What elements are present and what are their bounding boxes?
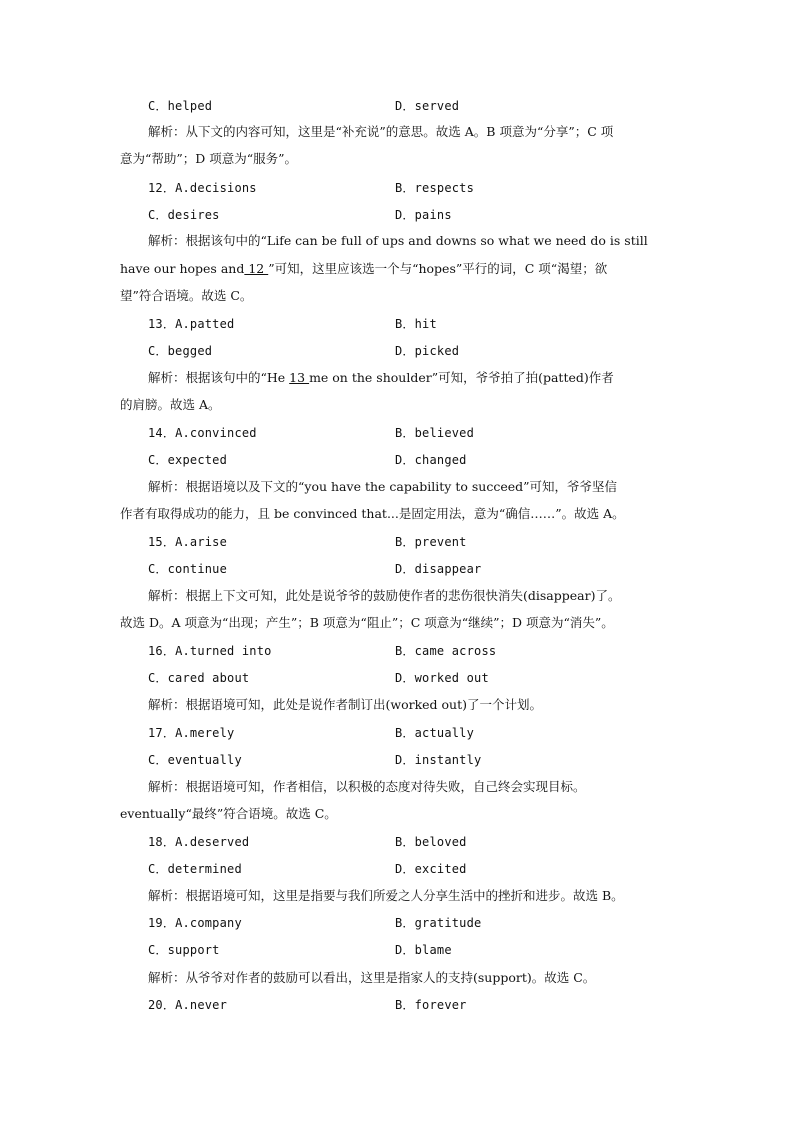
- question-number: 17．: [148, 726, 176, 740]
- option-b: B．gratitude: [395, 916, 482, 930]
- question-number: 16．: [148, 644, 176, 658]
- explanation-line: 解析：根据语境以及下文的“you have the capability to succeed”可知，爷爷坚信: [148, 479, 618, 494]
- question-19-option-a: [148, 915, 242, 931]
- question-12-option-a: [148, 180, 257, 196]
- question-16-option-a: [148, 643, 272, 659]
- option-a: A.merely: [175, 726, 235, 740]
- explanation-line: 解析：根据语境可知，这里是指要与我们所爱之人分享生活中的挫折和进步。故选 B。: [148, 888, 624, 903]
- option-d: D．changed: [395, 453, 467, 467]
- option-c: C．helped: [148, 99, 213, 113]
- question-number: 12．: [148, 181, 176, 195]
- option-a: A.never: [175, 998, 228, 1012]
- option-b: B．forever: [395, 998, 467, 1012]
- option-d: D．picked: [395, 344, 460, 358]
- question-number: 13．: [148, 317, 176, 331]
- option-b: B．prevent: [395, 535, 467, 549]
- option-a: A.decisions: [175, 181, 257, 195]
- question-20-option-a: [148, 997, 227, 1013]
- option-d: D．served: [395, 99, 460, 113]
- explanation-line: 解析：根据该句中的“Life can be full of ups and downs so what we need do is still: [148, 233, 648, 248]
- explanation-line: 解析：从下文的内容可知，这里是“补充说”的意思。故选 A。B 项意为“分享”；C 项: [148, 124, 614, 139]
- explanation-line: 望”符合语境。故选 C。: [120, 288, 253, 303]
- option-b: B．believed: [395, 426, 475, 440]
- option-a: A.deserved: [175, 835, 250, 849]
- option-a: A.company: [175, 916, 242, 930]
- blank-13: 13: [289, 370, 310, 385]
- question-18-option-a: [148, 834, 249, 850]
- explanation-line: 解析：根据上下文可知，此处是说爷爷的鼓励使作者的悲伤很快消失(disappear)了。: [148, 588, 621, 603]
- explanation-text: ”可知，这里应该选一个与“hopes”平行的词，C 项“渴望；欲: [268, 261, 608, 276]
- option-d: D．worked out: [395, 671, 489, 685]
- option-a: A.convinced: [175, 426, 257, 440]
- option-c: C．determined: [148, 862, 242, 876]
- explanation-text: me on the shoulder”可知，爷爷拍了拍(patted)作者: [309, 370, 614, 385]
- option-c: C．desires: [148, 208, 220, 222]
- explanation-line: 解析：从爷爷对作者的鼓励可以看出，这里是指家人的支持(support)。故选 C。: [148, 970, 596, 985]
- option-b: B．respects: [395, 181, 475, 195]
- question-number: 14．: [148, 426, 176, 440]
- explanation-line: 的肩膀。故选 A。: [120, 397, 221, 412]
- explanation-line: eventually“最终”符合语境。故选 C。: [120, 806, 337, 821]
- question-17-option-a: [148, 725, 234, 741]
- question-number: 15．: [148, 535, 176, 549]
- option-d: D．disappear: [395, 562, 482, 576]
- explanation-line: 意为“帮助”；D 项意为“服务”。: [120, 151, 298, 166]
- option-b: B．came across: [395, 644, 497, 658]
- explanation-line: 解析：根据语境可知，作者相信，以积极的态度对待失败，自己终会实现目标。: [148, 779, 586, 794]
- option-c: C．begged: [148, 344, 213, 358]
- explanation-text: 解析：根据该句中的“He: [148, 370, 290, 385]
- option-a: A.arise: [175, 535, 228, 549]
- option-c: C．cared about: [148, 671, 250, 685]
- option-d: D．blame: [395, 943, 452, 957]
- explanation-line: 故选 D。A 项意为“出现；产生”；B 项意为“阻止”；C 项意为“继续”；D 项意为“消失”。: [120, 615, 614, 630]
- explanation-line: [120, 261, 607, 277]
- option-b: B．hit: [395, 317, 437, 331]
- blank-12: 12: [244, 261, 269, 276]
- option-c: C．support: [148, 943, 220, 957]
- question-13-option-a: [148, 316, 234, 332]
- option-c: C．continue: [148, 562, 228, 576]
- explanation-line: 作者有取得成功的能力，且 be convinced that...是固定用法，意为“确信……”。故选 A。: [120, 506, 625, 521]
- explanation-text: have our hopes and: [120, 261, 245, 276]
- explanation-line: [148, 370, 614, 386]
- option-d: D．excited: [395, 862, 467, 876]
- option-a: A.patted: [175, 317, 235, 331]
- question-number: 18．: [148, 835, 176, 849]
- question-14-option-a: [148, 425, 257, 441]
- option-d: D．instantly: [395, 753, 482, 767]
- question-15-option-a: [148, 534, 227, 550]
- question-number: 19．: [148, 916, 176, 930]
- option-c: C．eventually: [148, 753, 242, 767]
- option-b: B．beloved: [395, 835, 467, 849]
- explanation-line: 解析：根据语境可知，此处是说作者制订出(worked out)了一个计划。: [148, 697, 543, 712]
- option-d: D．pains: [395, 208, 452, 222]
- option-a: A.turned into: [175, 644, 272, 658]
- option-c: C．expected: [148, 453, 228, 467]
- option-b: B．actually: [395, 726, 475, 740]
- question-number: 20．: [148, 998, 176, 1012]
